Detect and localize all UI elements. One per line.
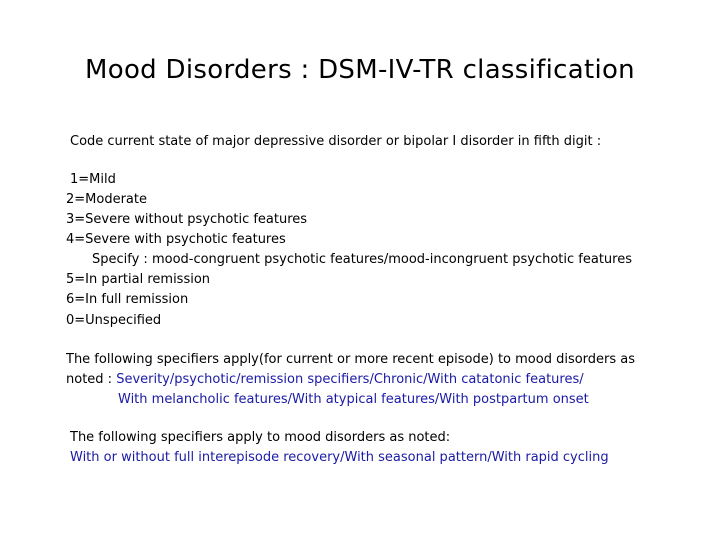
code-item-2: 2=Moderate	[66, 192, 147, 207]
specifiers-1-prefix: noted :	[66, 372, 117, 387]
specifiers-1-line-2	[66, 372, 584, 388]
intro-text: Code current state of major depressive disorder or bipolar I disorder in fifth digit :	[70, 134, 602, 149]
code-item-3: 3=Severe without psychotic features	[66, 212, 308, 227]
specifiers-2-highlight: With or without full interepisode recovery/With seasonal pattern/With rapid cycling	[70, 450, 609, 465]
code-item-6: 6=In full remission	[66, 292, 189, 307]
code-item-5: 5=In partial remission	[66, 272, 211, 287]
specifiers-1-highlight-a: Severity/psychotic/remission specifiers/Chronic/With catatonic features/	[116, 372, 584, 387]
slide-title: Mood Disorders : DSM-IV-TR classification	[85, 55, 635, 85]
specifiers-2-line-1: The following specifiers apply to mood disorders as noted:	[70, 430, 451, 445]
code-specify-note: Specify : mood-congruent psychotic features/mood-incongruent psychotic features	[92, 252, 633, 267]
specifiers-1-highlight-b: With melancholic features/With atypical features/With postpartum onset	[118, 392, 589, 407]
code-item-4: 4=Severe with psychotic features	[66, 232, 286, 247]
code-item-0: 0=Unspecified	[66, 313, 162, 328]
code-item-1: 1=Mild	[70, 172, 116, 187]
specifiers-1-line-1: The following specifiers apply(for current or more recent episode) to mood disorders as	[66, 352, 636, 367]
